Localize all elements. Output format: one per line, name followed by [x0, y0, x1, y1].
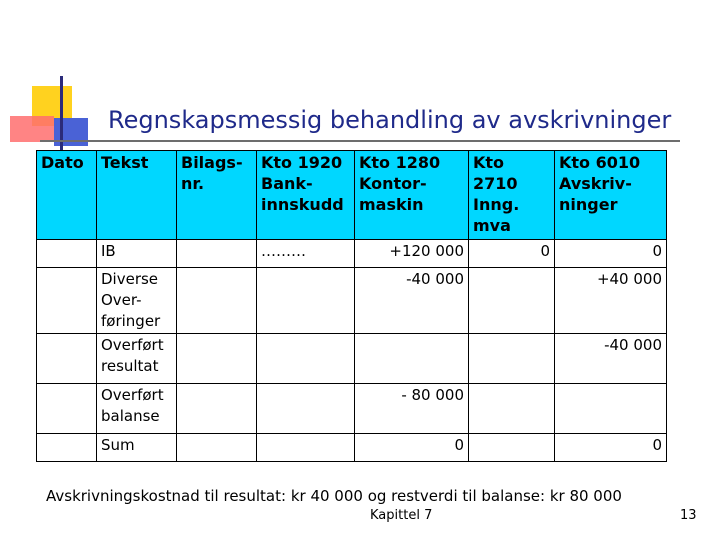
cell-kto-1280: -40 000	[355, 268, 469, 334]
cell-tekst: Sum	[97, 434, 177, 462]
cell-kto-1920: ………	[257, 240, 355, 268]
slide-title: Regnskapsmessig behandling av avskrivninger	[108, 106, 672, 134]
cell-bilagsnr	[177, 434, 257, 462]
table-row	[37, 384, 667, 434]
cell-kto-2710	[469, 334, 555, 384]
cell-dato	[37, 434, 97, 462]
cell-kto-2710: 0	[469, 240, 555, 268]
header-kto-1920: Kto 1920 Bank- innskudd	[257, 151, 355, 240]
cell-dato	[37, 384, 97, 434]
cell-kto-1920	[257, 334, 355, 384]
table-row	[37, 434, 667, 462]
cell-dato	[37, 334, 97, 384]
cell-kto-2710	[469, 268, 555, 334]
header-kto-6010: Kto 6010 Avskriv- ninger	[555, 151, 667, 240]
cell-kto-6010: -40 000	[555, 334, 667, 384]
cell-tekst: Diverse Over- føringer	[97, 268, 177, 334]
header-bilagsnr: Bilags- nr.	[177, 151, 257, 240]
cell-bilagsnr	[177, 384, 257, 434]
cell-kto-6010	[555, 384, 667, 434]
cell-tekst: IB	[97, 240, 177, 268]
cell-dato	[37, 268, 97, 334]
cell-kto-1280	[355, 334, 469, 384]
header-kto-2710: Kto 2710 Inng. mva	[469, 151, 555, 240]
cell-kto-1280: 0	[355, 434, 469, 462]
cell-kto-1920	[257, 434, 355, 462]
cell-bilagsnr	[177, 268, 257, 334]
header-dato: Dato	[37, 151, 97, 240]
cell-kto-6010: +40 000	[555, 268, 667, 334]
header-row	[37, 151, 667, 240]
decor-red-square	[10, 116, 54, 142]
cell-kto-6010: 0	[555, 434, 667, 462]
cell-kto-1920	[257, 268, 355, 334]
header-kto-1280: Kto 1280 Kontor- maskin	[355, 151, 469, 240]
cell-dato	[37, 240, 97, 268]
cell-kto-1920	[257, 384, 355, 434]
footer-chapter: Kapittel 7	[370, 508, 433, 523]
cell-bilagsnr	[177, 240, 257, 268]
cell-tekst: Overført resultat	[97, 334, 177, 384]
cell-kto-2710	[469, 384, 555, 434]
summary-note: Avskrivningskostnad til resultat: kr 40 000 og restverdi til balanse: kr 80 000	[46, 487, 622, 505]
cell-bilagsnr	[177, 334, 257, 384]
cell-tekst: Overført balanse	[97, 384, 177, 434]
table-row	[37, 268, 667, 334]
table-row	[37, 240, 667, 268]
cell-kto-6010: 0	[555, 240, 667, 268]
cell-kto-1280: - 80 000	[355, 384, 469, 434]
cell-kto-1280: +120 000	[355, 240, 469, 268]
page-number: 13	[680, 508, 697, 523]
cell-kto-2710	[469, 434, 555, 462]
ledger-table	[36, 150, 667, 462]
table-row	[37, 334, 667, 384]
title-underline	[40, 140, 680, 142]
header-tekst: Tekst	[97, 151, 177, 240]
